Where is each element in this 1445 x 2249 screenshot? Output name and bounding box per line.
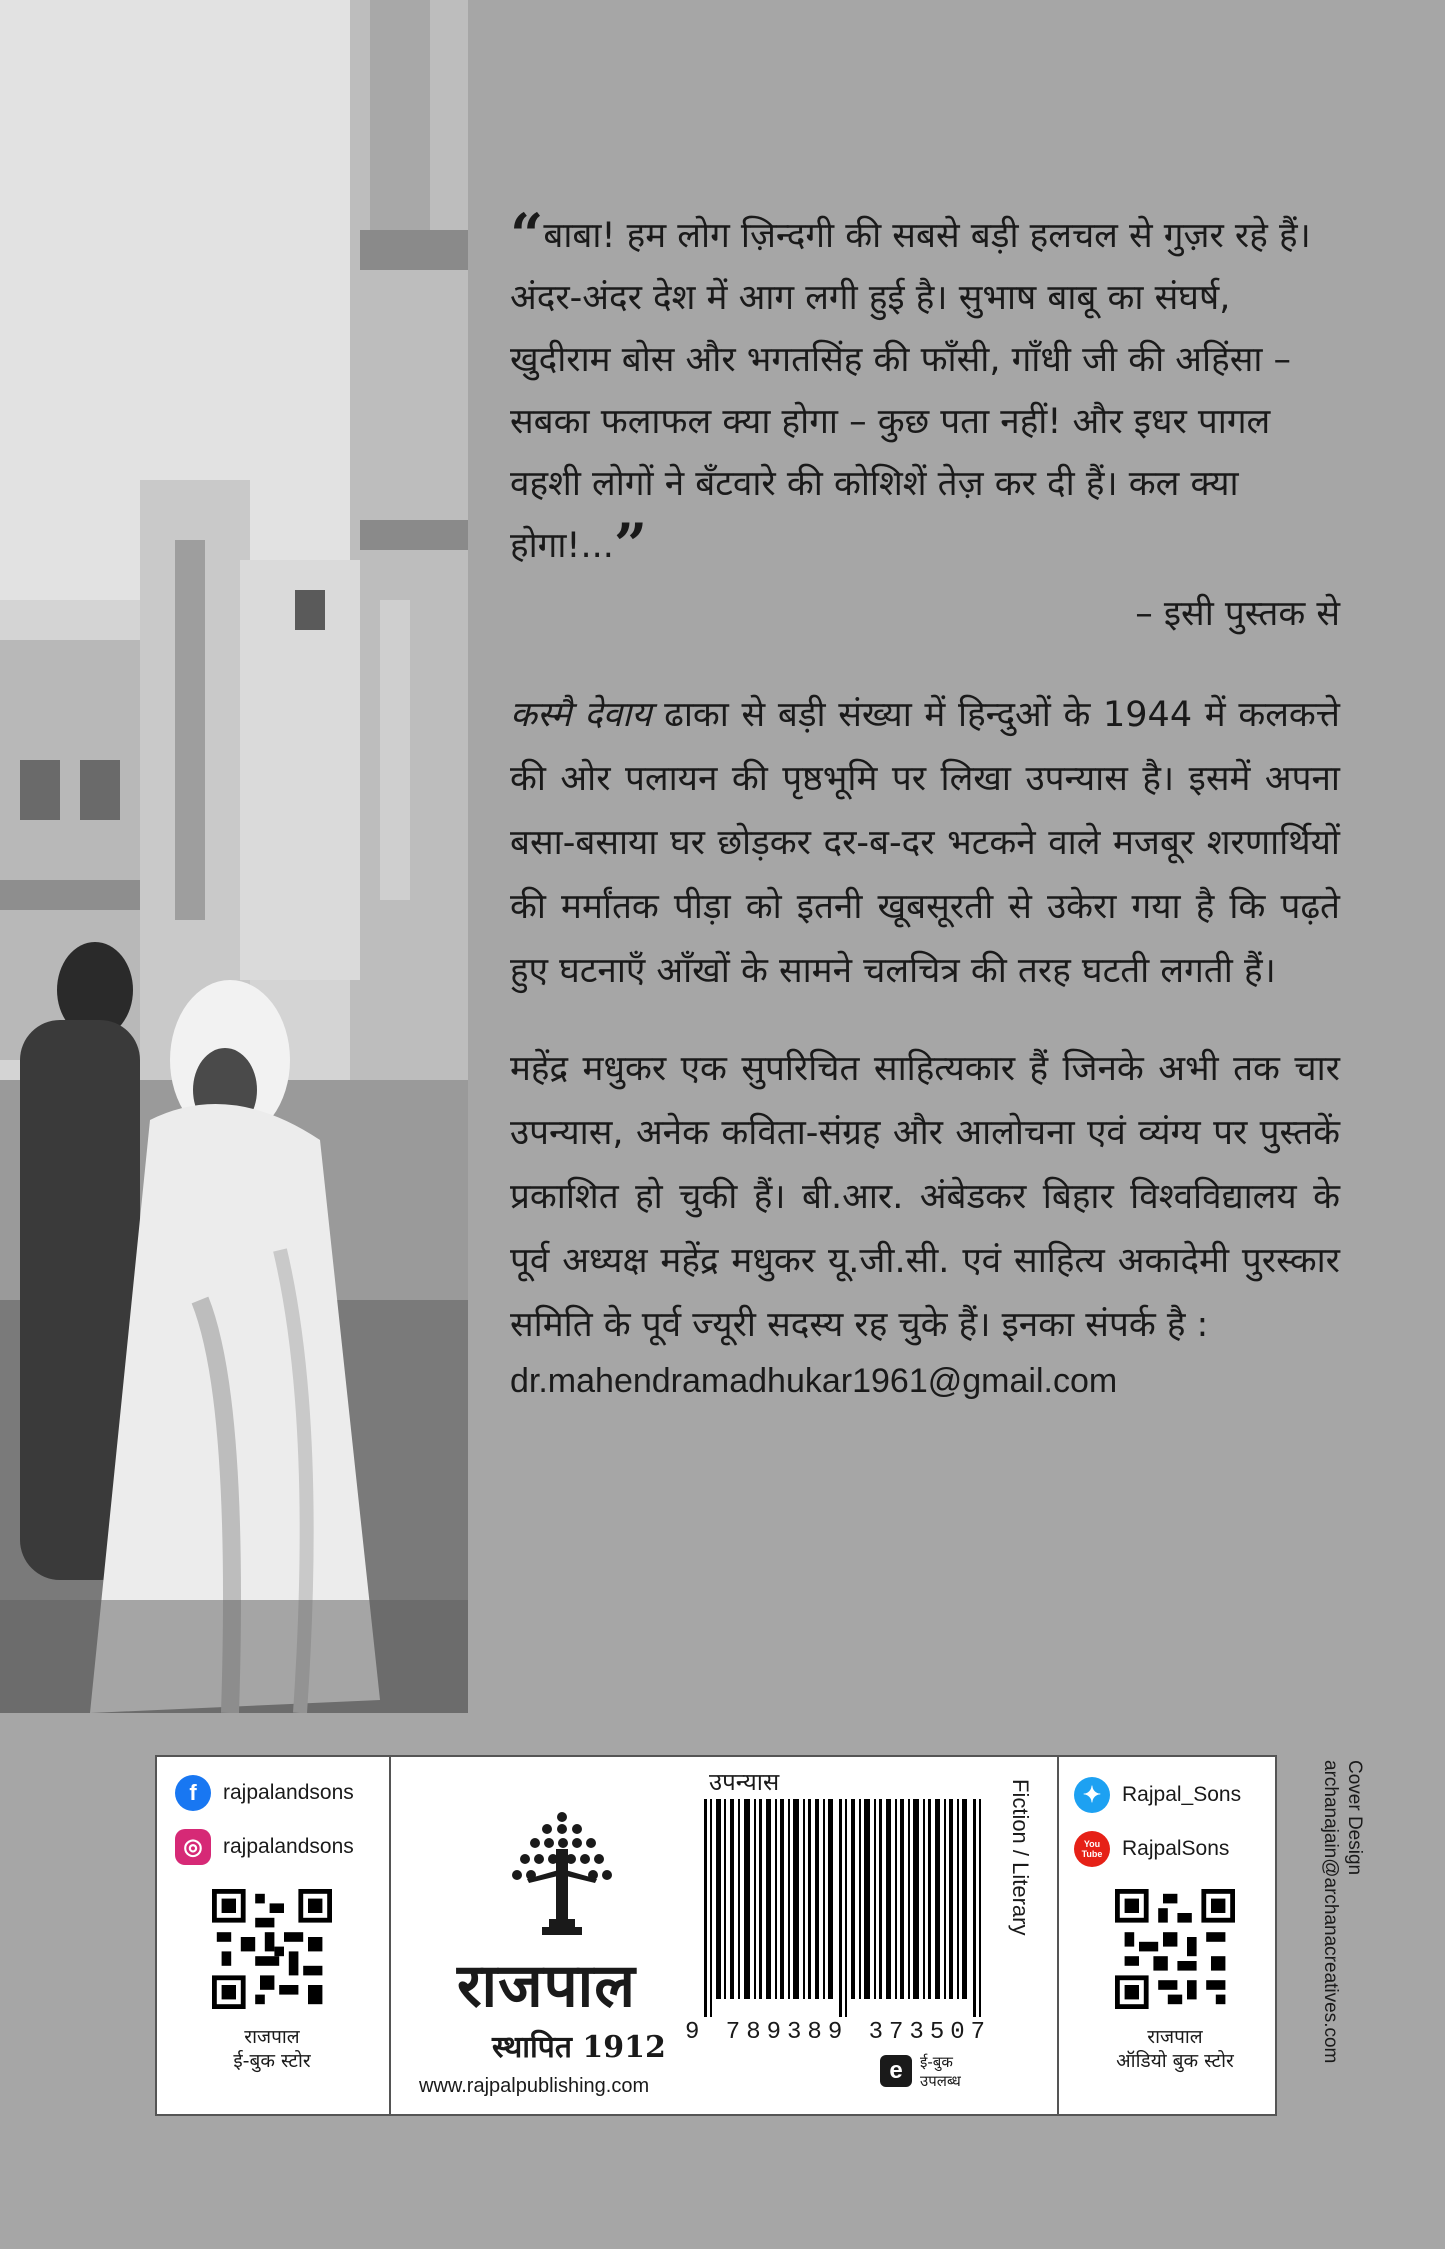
close-quote-mark: ”	[613, 511, 648, 579]
tree-logo-icon	[507, 1809, 617, 1949]
cover-designer-email: archanajain@archanacreatives.com	[1320, 1760, 1341, 2064]
divider-right	[1057, 1757, 1059, 2114]
facebook-handle[interactable]	[175, 1775, 354, 1811]
synopsis-text: ढाका से बड़ी संख्या में हिन्दुओं के 1944 में कलकत्ते की ओर पलायन की पृष्ठभूमि पर लिखा उपन्यास है। इसमें अपना बसा-बसाया घर छोड़कर दर-ब-दर भटकने वाले मजबूर शरणार्थियों की मर्मांतक पीड़ा को इतनी खूबसूरती से उकेरा गया है कि पढ़ते हुए घटनाएँ आँखों के सामने चलचित्र की तरह घटती लगती हैं।	[510, 695, 1340, 991]
cover-design-label: Cover Design	[1344, 1760, 1365, 1876]
excerpt-attribution: – इसी पुस्तक से	[1135, 594, 1340, 634]
instagram-icon: ◎	[175, 1829, 211, 1865]
divider-left	[389, 1757, 391, 2114]
twitter-handle[interactable]	[1074, 1777, 1241, 1813]
publisher-website[interactable]: www.rajpalpublishing.com	[419, 2075, 650, 2097]
cover-photo	[0, 0, 468, 1713]
ebook-store-caption-line2: ई-बुक स्टोर	[233, 2050, 311, 2072]
facebook-label: rajpalandsons	[223, 1781, 354, 1804]
instagram-label: rajpalandsons	[223, 1835, 354, 1858]
isbn-number: 9 789389 373507	[685, 2019, 992, 2046]
excerpt-text: बाबा! हम लोग ज़िन्दगी की सबसे बड़ी हलचल से गुज़र रहे हैं। अंदर-अंदर देश में आग लगी हुई है। सुभाष बाबू का संघर्ष, खुदीराम बोस और भगतसिंह की फाँसी, गाँधी जी की अहिंसा – सबका फलाफल क्या होगा – कुछ पता नहीं! और इधर पागल वहशी लोगों ने बँटवारे की कोशिशें तेज़ कर दी हैं। कल क्या होगा!...	[510, 216, 1311, 566]
book-excerpt-quote	[510, 201, 1340, 579]
ebook-available-caption	[920, 2053, 961, 2091]
audiobook-store-qr-code[interactable]	[1115, 1889, 1235, 2009]
twitter-label: Rajpal_Sons	[1122, 1783, 1242, 1806]
back-cover-text	[510, 201, 1340, 1407]
author-bio-text: महेंद्र मधुकर एक सुपरिचित साहित्यकार हैं जिनके अभी तक चार उपन्यास, अनेक कविता-संग्रह और आलोचना एवं व्यंग्य पर पुस्तकें प्रकाशित हो चुकी हैं। बी.आर. अंबेडकर बिहार विश्वविद्यालय के पूर्व अध्यक्ष महेंद्र मधुकर यू.जी.सी. एवं साहित्य अकादेमी पुरस्कार समिति के पूर्व ज्यूरी सदस्य रह चुके हैं। इनका संपर्क है :	[510, 1049, 1340, 1345]
youtube-badge-line1: You	[1083, 1839, 1101, 1849]
isbn-barcode	[702, 1799, 992, 2017]
youtube-handle[interactable]	[1074, 1831, 1229, 1867]
author-email: dr.mahendramadhukar1961@gmail.com	[510, 1362, 1118, 1400]
youtube-label: RajpalSons	[1122, 1837, 1230, 1860]
ebook-available-line1: ई-बुक	[920, 2053, 953, 2071]
established-year: स्थापित 1912	[492, 2030, 666, 2065]
publisher-panel	[155, 1755, 1277, 2116]
audiobook-store-caption-line2: ऑडियो बुक स्टोर	[1116, 2050, 1234, 2072]
synopsis-paragraph	[510, 683, 1340, 1003]
open-quote-mark: “	[510, 201, 544, 269]
audiobook-store-caption	[1075, 2025, 1275, 2073]
genre-hindi: उपन्यास	[709, 1768, 780, 1796]
cover-design-credit	[1318, 1760, 1366, 2063]
ebook-store-qr-code[interactable]	[212, 1889, 332, 2009]
ebook-store-caption-line1: राजपाल	[244, 2026, 300, 2048]
audiobook-store-caption-line1: राजपाल	[1147, 2026, 1203, 2048]
facebook-icon: f	[175, 1775, 211, 1811]
genre-english: Fiction / Literary	[1008, 1779, 1033, 1936]
publisher-brand: राजपाल	[457, 1951, 636, 2021]
author-bio-paragraph	[510, 1037, 1340, 1357]
ebook-available-line2: उपलब्ध	[920, 2072, 961, 2090]
youtube-badge-line2: Tube	[1081, 1849, 1103, 1859]
book-title-italic: कस्मै देवाय	[510, 695, 652, 735]
youtube-icon	[1074, 1831, 1110, 1867]
ebook-store-caption	[187, 2025, 357, 2073]
street-scene-illustration	[0, 0, 468, 1713]
instagram-handle[interactable]	[175, 1829, 354, 1865]
ebook-icon: e	[880, 2055, 912, 2087]
twitter-icon: ✦	[1074, 1777, 1110, 1813]
